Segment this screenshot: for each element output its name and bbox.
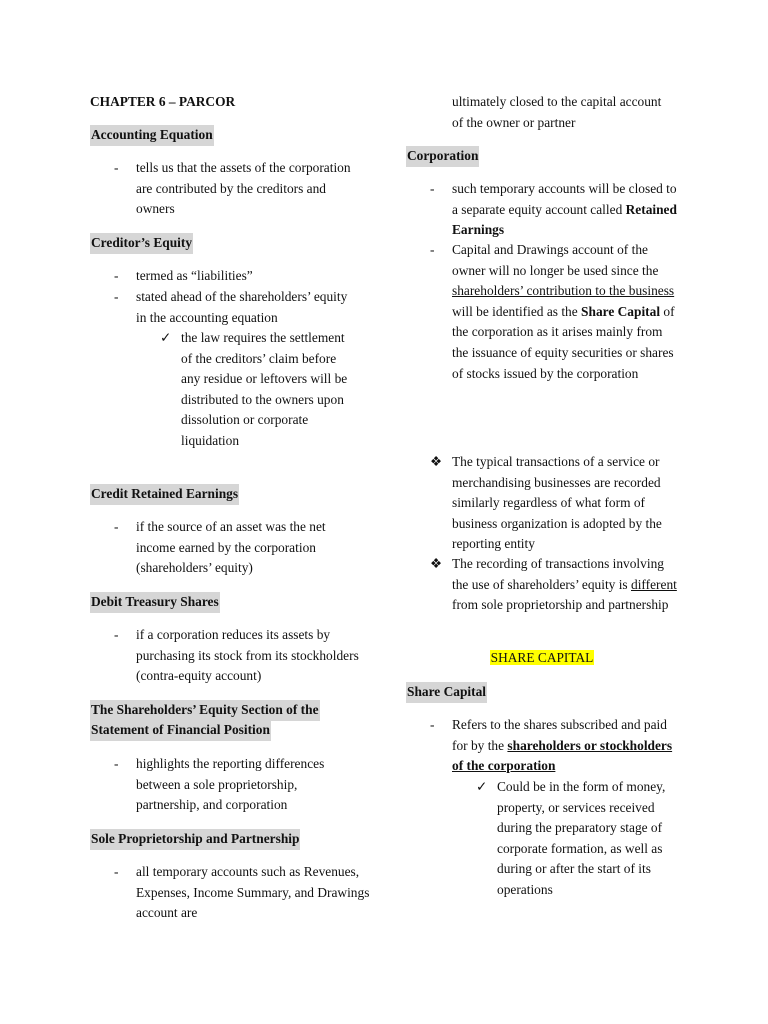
shareholders-stockholders-term: shareholders or stockholders of the corporation bbox=[452, 737, 673, 774]
dash-marker: - bbox=[114, 268, 119, 283]
creditors-equity-point-1: termed as “liabilities” bbox=[136, 268, 253, 283]
corporation-point-2-text-c: of the corporation as it arises mainly from the issuance of equity securities or shares of stocks issued by the corporation bbox=[452, 303, 675, 381]
dash-marker: - bbox=[114, 519, 119, 534]
check-icon: ✓ bbox=[476, 779, 488, 794]
heading-accounting-equation: Accounting Equation bbox=[90, 125, 214, 146]
debit-treasury-point: if a corporation reduces its assets by purchasing its stock from its stockholders (contra-equity account) bbox=[136, 627, 359, 684]
sole-proprietorship-point: all temporary accounts such as Revenues, Expenses, Income Summary, and Drawings account are bbox=[136, 864, 370, 921]
share-capital-point-text: Refers to the shares subscribed and paid for by the bbox=[452, 717, 667, 753]
share-capital-section-title: SHARE CAPITAL bbox=[490, 650, 594, 665]
corporation-point-2-text-a: Capital and Drawings account of the owner will no longer be used since the bbox=[452, 242, 659, 278]
heading-credit-retained-earnings: Credit Retained Earnings bbox=[90, 484, 239, 505]
corporation-point-1-text: such temporary accounts will be closed to a separate equity account called bbox=[452, 181, 677, 217]
dash-marker: - bbox=[430, 717, 435, 732]
heading-creditors-equity: Creditor’s Equity bbox=[90, 233, 193, 254]
diamond-point-2-text-a: The recording of transactions involving the use of shareholders’ equity is bbox=[452, 556, 664, 592]
diamond-bullet-icon: ❖ bbox=[430, 454, 443, 469]
dash-marker: - bbox=[430, 242, 435, 257]
share-capital-term: Share Capital bbox=[581, 303, 661, 319]
dash-marker: - bbox=[114, 864, 119, 879]
creditors-equity-point-2: stated ahead of the shareholders’ equity in the accounting equation bbox=[136, 289, 348, 325]
accounting-equation-point: tells us that the assets of the corporation are contributed by the creditors and owners bbox=[136, 160, 351, 217]
dash-marker: - bbox=[430, 181, 435, 196]
check-icon: ✓ bbox=[160, 330, 172, 345]
page-title: CHAPTER 6 – PARCOR bbox=[90, 94, 236, 109]
heading-sole-proprietorship: Sole Proprietorship and Partnership bbox=[90, 829, 300, 850]
dash-marker: - bbox=[114, 289, 119, 304]
equity-section-point: highlights the reporting differences between a sole proprietorship, partnership, and corporation bbox=[136, 756, 325, 813]
corporation-point-1 bbox=[452, 179, 677, 241]
share-capital-subpoint: Could be in the form of money, property, or services received during the preparatory stage of corporate formation, as well as during or after the start of its operations bbox=[497, 779, 666, 897]
continued-text: ultimately closed to the capital account of the owner or partner bbox=[452, 94, 662, 130]
diamond-point-2 bbox=[452, 554, 677, 616]
dash-marker: - bbox=[114, 160, 119, 175]
different-term: different bbox=[631, 576, 677, 592]
heading-share-capital: Share Capital bbox=[406, 682, 487, 703]
diamond-point-1: The typical transactions of a service or merchandising businesses are recorded similarly regardless of what form of business organization is adopted by the reporting entity bbox=[452, 454, 662, 552]
share-capital-point bbox=[452, 715, 674, 777]
creditors-equity-subpoint: the law requires the settlement of the creditors’ claim before any residue or leftovers will be distributed to the owners upon dissolution or corporate liquidation bbox=[181, 330, 348, 448]
diamond-bullet-icon: ❖ bbox=[430, 556, 443, 571]
heading-debit-treasury-shares: Debit Treasury Shares bbox=[90, 592, 220, 613]
credit-retained-point: if the source of an asset was the net income earned by the corporation (shareholders’ equity) bbox=[136, 519, 326, 576]
retained-earnings-term: Retained Earnings bbox=[452, 201, 677, 238]
dash-marker: - bbox=[114, 627, 119, 642]
heading-equity-section-line2: Statement of Financial Position bbox=[90, 720, 271, 741]
dash-marker: - bbox=[114, 756, 119, 771]
heading-equity-section-line1: The Shareholders’ Equity Section of the bbox=[90, 700, 320, 721]
heading-corporation: Corporation bbox=[406, 146, 479, 167]
diamond-point-2-text-b: from sole proprietorship and partnership bbox=[452, 597, 669, 613]
shareholders-contribution-term: shareholders’ contribution to the business bbox=[452, 283, 675, 299]
corporation-point-2 bbox=[452, 240, 677, 384]
corporation-point-2-text-b: will be identified as the bbox=[452, 303, 582, 319]
